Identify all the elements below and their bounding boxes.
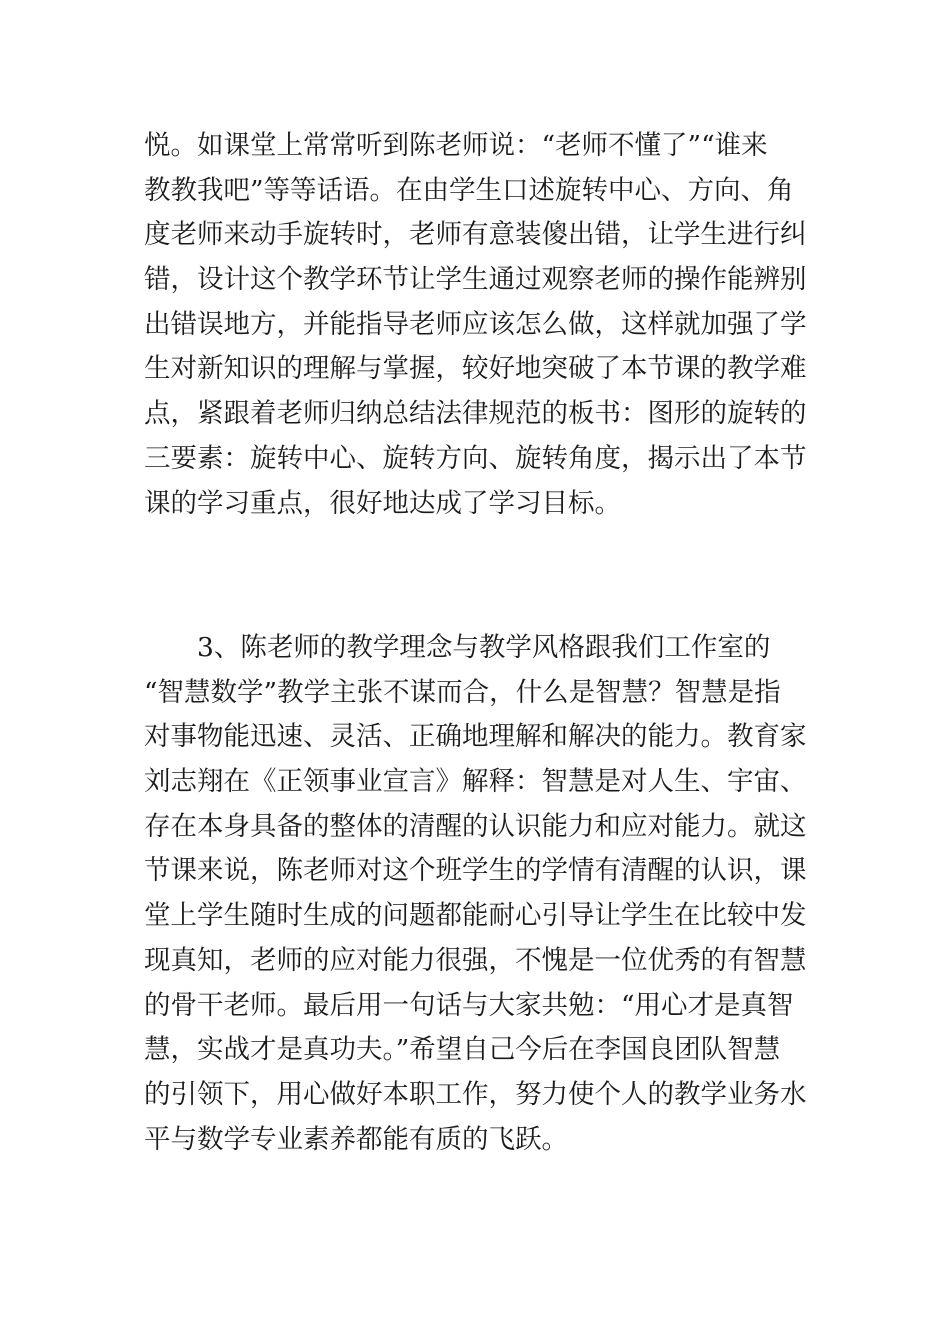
paragraph-line: 悦。如课堂上常常听到陈老师说：“老师不懂了”“谁来	[144, 130, 768, 161]
paragraph-line: 生对新知识的理解与掌握，较好地突破了本节课的教学难	[144, 353, 807, 385]
paragraph-line: 的引领下，用心做好本职工作，努力使个人的教学业务水	[144, 1078, 807, 1110]
paragraph-line: 存在本身具备的整体的清醒的认识能力和应对能力。就这	[144, 810, 807, 842]
paragraph-line: “智慧数学”教学主张不谋而合，什么是智慧？智慧是指	[144, 676, 781, 708]
paragraph-line: 3、陈老师的教学理念与教学风格跟我们工作室的	[144, 632, 771, 663]
paragraph-line: 刘志翔在《正领事业宣言》解释：智慧是对人生、宇宙、	[144, 766, 807, 798]
paragraph-line: 度老师来动手旋转时，老师有意装傻出错，让学生进行纠	[144, 219, 807, 251]
paragraph-line: 课的学习重点，很好地达成了学习目标。	[144, 487, 621, 519]
paragraph-1	[144, 124, 824, 526]
paragraph-line: 平与数学专业素养都能有质的飞跃。	[144, 1123, 568, 1155]
paragraph-line: 现真知，老师的应对能力很强，不愧是一位优秀的有智慧	[144, 944, 807, 976]
paragraph-2	[144, 626, 824, 1162]
paragraph-line: 堂上学生随时生成的问题都能耐心引导让学生在比较中发	[144, 900, 807, 932]
paragraph-line: 节课来说，陈老师对这个班学生的学情有清醒的认识，课	[144, 855, 807, 887]
paragraph-line: 点，紧跟着老师归纳总结法律规范的板书：图形的旋转的	[144, 398, 807, 430]
paragraph-line: 慧，实战才是真功夫。”希望自己今后在李国良团队智慧	[144, 1034, 781, 1066]
paragraph-line: 错，设计这个教学环节让学生通过观察老师的操作能辨别	[144, 264, 807, 296]
paragraph-line: 的骨干老师。最后用一句话与大家共勉：“用心才是真智	[144, 989, 794, 1021]
paragraph-line: 对事物能迅速、灵活、正确地理解和解决的能力。教育家	[144, 721, 807, 753]
paragraph-line: 出错误地方，并能指导老师应该怎么做，这样就加强了学	[144, 308, 807, 340]
paragraph-line: 教教我吧”等等话语。在由学生口述旋转中心、方向、角	[144, 174, 794, 206]
paragraph-line: 三要素：旋转中心、旋转方向、旋转角度，揭示出了本节	[144, 442, 807, 474]
